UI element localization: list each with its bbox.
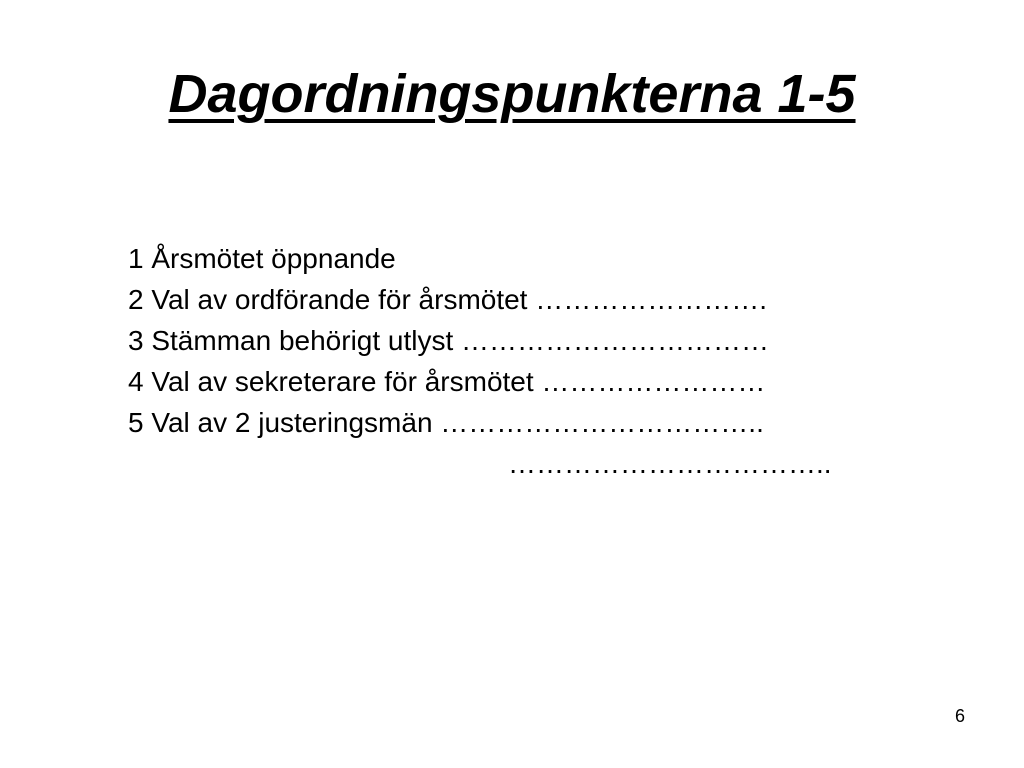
agenda-item-4: 4 Val av sekreterare för årsmötet …………………… — [128, 366, 766, 397]
page-number: 6 — [954, 706, 965, 726]
agenda-item-5-signature-line: …………………………….. — [508, 448, 832, 479]
agenda-list — [128, 238, 832, 484]
agenda-item-2: 2 Val av ordförande för årsmötet ……………………. — [128, 284, 768, 315]
slide-title: Dagordningspunkterna 1-5 — [168, 64, 856, 124]
agenda-item-1: 1 Årsmötet öppnande — [128, 243, 396, 274]
agenda-item-3: 3 Stämman behörigt utlyst …………………………… — [128, 325, 770, 356]
agenda-item-5: 5 Val av 2 justeringsmän …………………………….. — [128, 407, 764, 438]
